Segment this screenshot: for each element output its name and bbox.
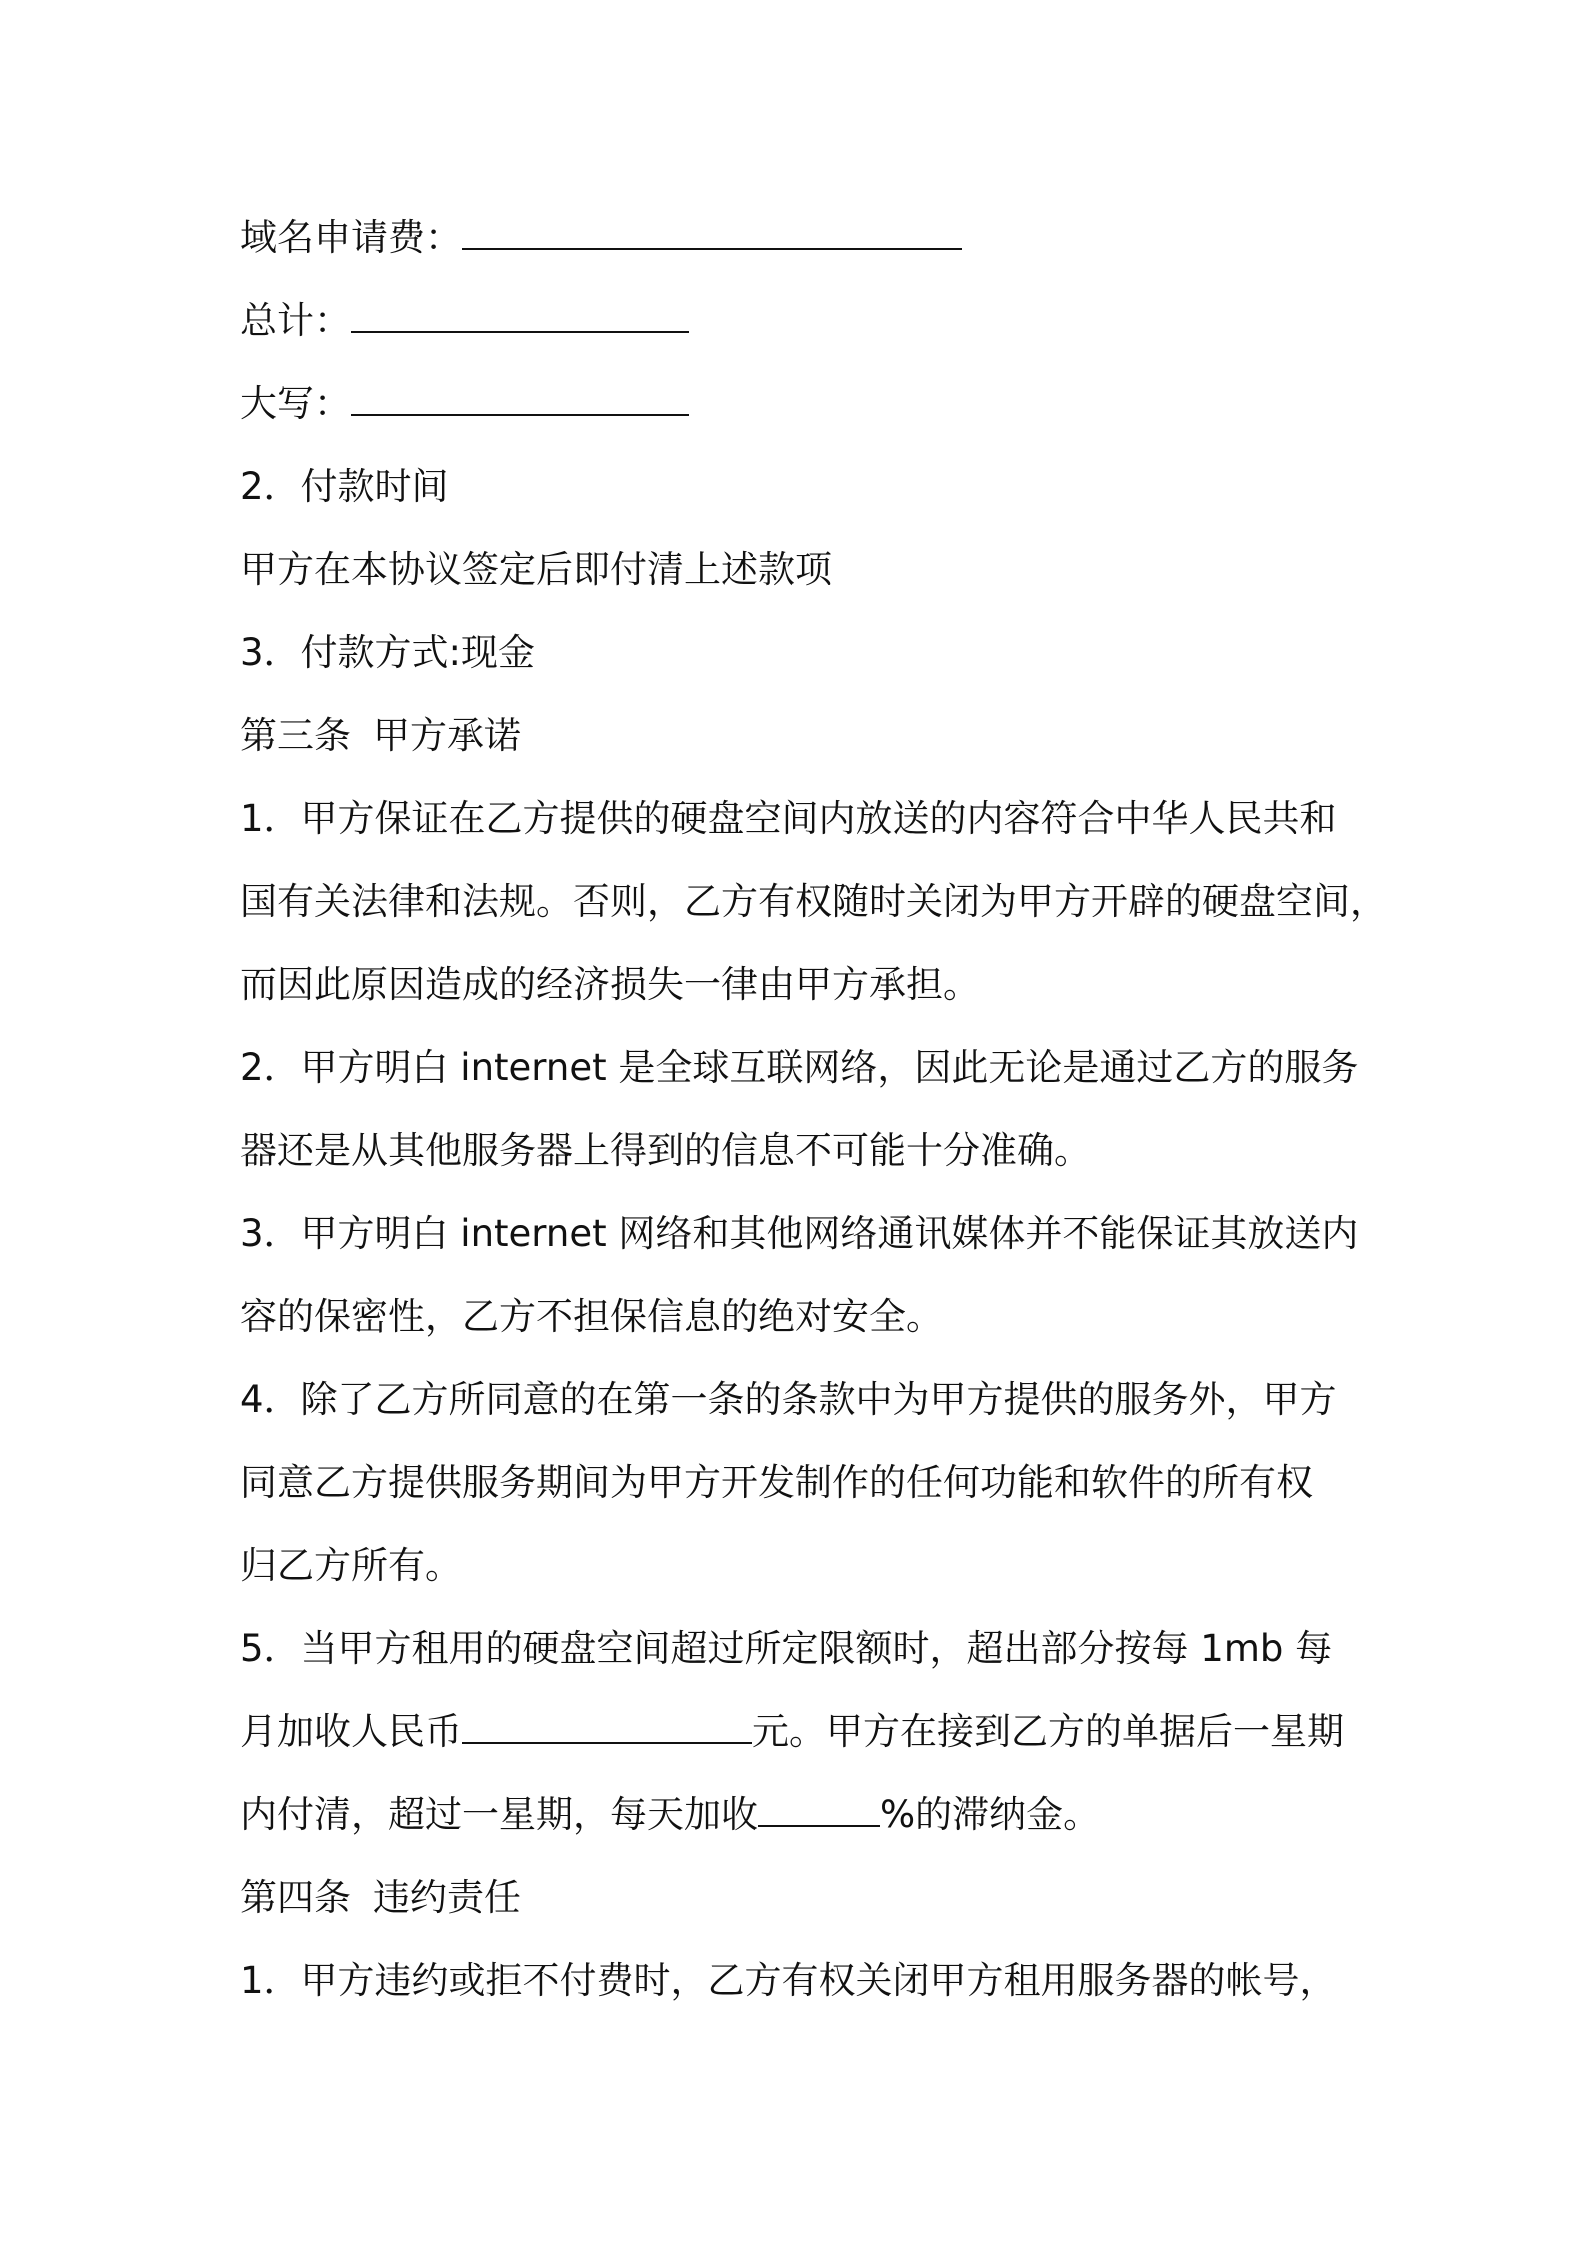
uppercase-blank	[351, 380, 689, 416]
rmb-surcharge-tail: 元。甲方在接到乙方的单据后一星期	[752, 1710, 1344, 1753]
clause-3-4-line-3: 归乙方所有。	[240, 1544, 462, 1587]
clause-3-5-line-3	[240, 1773, 1360, 1856]
contract-page	[240, 196, 1387, 2022]
clause-3-3-line-1: 3．甲方明白 internet 网络和其他网络通讯媒体并不能保证其放送内	[240, 1212, 1359, 1255]
clause-3-2-line-1: 2．甲方明白 internet 是全球互联网络，因此无论是通过乙方的服务	[240, 1046, 1359, 1089]
article-four-title: 违约责任	[373, 1876, 521, 1919]
article-three-heading	[240, 694, 1360, 777]
clause-3-2-line-2: 器还是从其他服务器上得到的信息不可能十分准确。	[240, 1129, 1091, 1172]
late-fee-tail: %的滞纳金。	[880, 1793, 1101, 1836]
rmb-amount-blank	[462, 1708, 752, 1744]
article-four-heading	[240, 1856, 1360, 1939]
clause-3-3-line-2: 容的保密性，乙方不担保信息的绝对安全。	[240, 1295, 943, 1338]
payment-time-heading: 2．付款时间	[240, 465, 449, 508]
late-fee-percent-blank	[758, 1791, 880, 1827]
article-three-number: 第三条	[240, 714, 351, 757]
uppercase-label: 大写：	[240, 382, 351, 425]
domain-fee-label: 域名申请费：	[240, 216, 462, 259]
clause-3-5-line-1: 5．当甲方租用的硬盘空间超过所定限额时，超出部分按每 1mb 每	[240, 1627, 1333, 1670]
total-line	[240, 279, 1360, 362]
clause-3-4-line-1: 4．除了乙方所同意的在第一条的条款中为甲方提供的服务外，甲方	[240, 1378, 1337, 1421]
clause-4-1-line-1: 1．甲方违约或拒不付费时，乙方有权关闭甲方租用服务器的帐号，	[240, 1959, 1337, 2002]
article-three-title: 甲方承诺	[373, 714, 521, 757]
clause-3-1-line-3: 而因此原因造成的经济损失一律由甲方承担。	[240, 963, 980, 1006]
article-four-number: 第四条	[240, 1876, 351, 1919]
payment-method-heading: 3．付款方式:现金	[240, 631, 536, 674]
clause-3-4-line-2: 同意乙方提供服务期间为甲方开发制作的任何功能和软件的所有权	[240, 1461, 1313, 1504]
payment-time-text: 甲方在本协议签定后即付清上述款项	[240, 548, 832, 591]
rmb-surcharge-text: 月加收人民币	[240, 1710, 462, 1753]
total-label: 总计：	[240, 299, 351, 342]
late-fee-text: 内付清，超过一星期，每天加收	[240, 1793, 758, 1836]
clause-3-1-line-1: 1．甲方保证在乙方提供的硬盘空间内放送的内容符合中华人民共和	[240, 797, 1337, 840]
uppercase-line	[240, 362, 1360, 445]
clause-3-5-line-2	[240, 1690, 1360, 1773]
domain-fee-blank	[462, 214, 962, 250]
clause-3-1-line-2: 国有关法律和法规。否则，乙方有权随时关闭为甲方开辟的硬盘空间，	[240, 880, 1387, 923]
domain-fee-line	[240, 196, 1360, 279]
total-blank	[351, 297, 689, 333]
